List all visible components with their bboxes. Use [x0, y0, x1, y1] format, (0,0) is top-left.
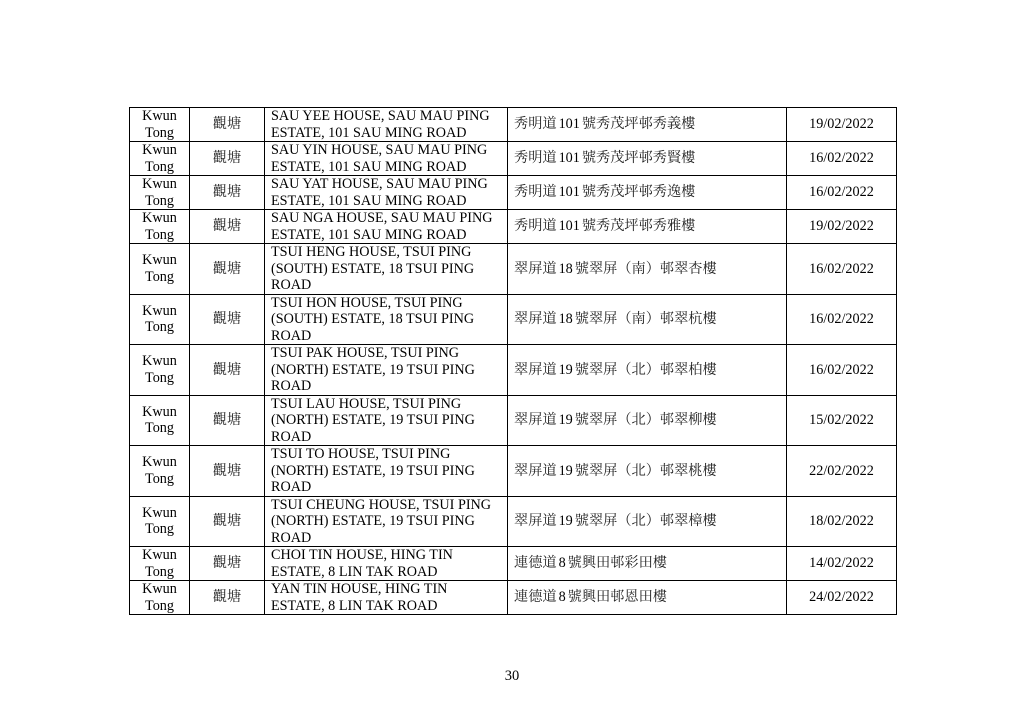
date-cell: 16/02/2022 — [787, 345, 897, 396]
address-zh-part: 號興田邨彩田樓 — [567, 555, 667, 572]
address-zh-part: 翠屏道 — [514, 412, 557, 428]
address-zh-part: 號翠屏（北）邨翠樟樓 — [574, 513, 717, 529]
district-zh-cell: 觀塘 — [190, 142, 265, 176]
table-row — [130, 345, 897, 396]
address-zh-part: 號翠屏（北）邨翠桃樓 — [574, 462, 717, 479]
address-zh-part: 翠屏道 — [514, 361, 557, 378]
date-cell: 24/02/2022 — [787, 581, 897, 615]
address-zh-part: 翠屏道 — [514, 513, 557, 529]
address-zh-cell — [508, 108, 787, 142]
address-zh-cell — [508, 581, 787, 615]
address-en-cell: TSUI LAU HOUSE, TSUI PING (NORTH) ESTATE, 19 TSUI PING ROAD — [265, 395, 508, 446]
district-zh-cell: 觀塘 — [190, 581, 265, 615]
district-zh-cell: 觀塘 — [190, 244, 265, 295]
address-zh-part: 翠屏道 — [514, 260, 557, 277]
district-zh-cell: 觀塘 — [190, 108, 265, 142]
district-zh-cell: 觀塘 — [190, 210, 265, 244]
address-zh-cell — [508, 176, 787, 210]
address-zh-cell — [508, 395, 787, 446]
district-en-cell: Kwun Tong — [130, 345, 190, 396]
district-en-cell: Kwun Tong — [130, 294, 190, 345]
address-zh-part: 號翠屏（北）邨翠柏樓 — [574, 361, 717, 378]
address-en-cell: TSUI HENG HOUSE, TSUI PING (SOUTH) ESTATE, 18 TSUI PING ROAD — [265, 244, 508, 295]
address-zh-part: 秀明道 — [514, 184, 557, 201]
district-en-cell: Kwun Tong — [130, 210, 190, 244]
address-zh-number: 8 — [558, 555, 566, 572]
date-cell: 15/02/2022 — [787, 395, 897, 446]
district-zh-cell: 觀塘 — [190, 496, 265, 547]
district-en-cell: Kwun Tong — [130, 547, 190, 581]
district-en-cell: Kwun Tong — [130, 395, 190, 446]
address-zh-number: 18 — [558, 260, 573, 277]
address-zh-part: 號翠屏（南）邨翠杭樓 — [574, 311, 717, 327]
address-zh-cell — [508, 547, 787, 581]
table-row — [130, 547, 897, 581]
address-table-body — [130, 108, 897, 615]
table-row — [130, 210, 897, 244]
address-zh-part: 翠屏道 — [514, 311, 557, 327]
address-en-cell: CHOI TIN HOUSE, HING TIN ESTATE, 8 LIN TAK ROAD — [265, 547, 508, 581]
district-zh-cell: 觀塘 — [190, 176, 265, 210]
address-en-cell: SAU YAT HOUSE, SAU MAU PING ESTATE, 101 SAU MING ROAD — [265, 176, 508, 210]
table-row — [130, 142, 897, 176]
date-cell: 19/02/2022 — [787, 108, 897, 142]
table-row — [130, 108, 897, 142]
address-zh-part: 連德道 — [514, 589, 557, 606]
address-zh-number: 19 — [558, 462, 573, 479]
address-zh-part: 秀明道 — [514, 150, 557, 167]
address-zh-number: 101 — [558, 218, 580, 235]
date-cell: 18/02/2022 — [787, 496, 897, 547]
address-zh-number: 18 — [558, 311, 573, 327]
table-row — [130, 581, 897, 615]
district-zh-cell: 觀塘 — [190, 395, 265, 446]
address-en-cell: TSUI PAK HOUSE, TSUI PING (NORTH) ESTATE, 19 TSUI PING ROAD — [265, 345, 508, 396]
address-zh-number: 101 — [558, 116, 580, 133]
date-cell: 16/02/2022 — [787, 294, 897, 345]
district-en-cell: Kwun Tong — [130, 446, 190, 497]
district-en-cell: Kwun Tong — [130, 142, 190, 176]
address-zh-number: 101 — [558, 150, 580, 167]
address-zh-part: 號秀茂坪邨秀逸樓 — [581, 184, 696, 201]
address-en-cell: SAU YEE HOUSE, SAU MAU PING ESTATE, 101 SAU MING ROAD — [265, 108, 508, 142]
date-cell: 19/02/2022 — [787, 210, 897, 244]
address-en-cell: TSUI TO HOUSE, TSUI PING (NORTH) ESTATE, 19 TSUI PING ROAD — [265, 446, 508, 497]
district-zh-cell: 觀塘 — [190, 345, 265, 396]
address-zh-cell — [508, 496, 787, 547]
district-en-cell: Kwun Tong — [130, 244, 190, 295]
address-zh-cell — [508, 446, 787, 497]
address-zh-part: 號興田邨恩田樓 — [567, 589, 667, 606]
address-zh-cell — [508, 244, 787, 295]
address-zh-number: 19 — [558, 513, 573, 529]
address-zh-number: 19 — [558, 412, 573, 428]
address-zh-cell — [508, 294, 787, 345]
date-cell: 14/02/2022 — [787, 547, 897, 581]
table-row — [130, 176, 897, 210]
district-zh-cell: 觀塘 — [190, 547, 265, 581]
address-table — [129, 107, 897, 615]
address-zh-cell — [508, 210, 787, 244]
address-en-cell: SAU NGA HOUSE, SAU MAU PING ESTATE, 101 SAU MING ROAD — [265, 210, 508, 244]
address-zh-part: 秀明道 — [514, 218, 557, 235]
address-zh-part: 翠屏道 — [514, 462, 557, 479]
address-zh-cell — [508, 345, 787, 396]
page-number: 30 — [504, 668, 520, 684]
date-cell: 16/02/2022 — [787, 176, 897, 210]
table-row — [130, 446, 897, 497]
address-zh-cell — [508, 142, 787, 176]
district-zh-cell: 觀塘 — [190, 446, 265, 497]
table-row — [130, 496, 897, 547]
address-zh-part: 號秀茂坪邨秀賢樓 — [581, 150, 696, 167]
district-en-cell: Kwun Tong — [130, 108, 190, 142]
address-en-cell: SAU YIN HOUSE, SAU MAU PING ESTATE, 101 SAU MING ROAD — [265, 142, 508, 176]
address-en-cell: TSUI CHEUNG HOUSE, TSUI PING (NORTH) ESTATE, 19 TSUI PING ROAD — [265, 496, 508, 547]
address-zh-number: 101 — [558, 184, 580, 201]
address-zh-part: 號翠屏（北）邨翠柳樓 — [574, 412, 717, 428]
district-en-cell: Kwun Tong — [130, 176, 190, 210]
district-zh-cell: 觀塘 — [190, 294, 265, 345]
address-zh-part: 號秀茂坪邨秀雅樓 — [581, 218, 696, 235]
address-zh-part: 號秀茂坪邨秀義樓 — [581, 116, 696, 133]
district-en-cell: Kwun Tong — [130, 496, 190, 547]
table-row — [130, 395, 897, 446]
district-en-cell: Kwun Tong — [130, 581, 190, 615]
address-zh-number: 8 — [558, 589, 566, 606]
address-zh-part: 秀明道 — [514, 116, 557, 133]
date-cell: 16/02/2022 — [787, 142, 897, 176]
date-cell: 16/02/2022 — [787, 244, 897, 295]
address-zh-part: 號翠屏（南）邨翠杏樓 — [574, 260, 717, 277]
date-cell: 22/02/2022 — [787, 446, 897, 497]
table-row — [130, 294, 897, 345]
address-zh-part: 連德道 — [514, 555, 557, 572]
address-en-cell: YAN TIN HOUSE, HING TIN ESTATE, 8 LIN TAK ROAD — [265, 581, 508, 615]
table-row — [130, 244, 897, 295]
address-en-cell: TSUI HON HOUSE, TSUI PING (SOUTH) ESTATE, 18 TSUI PING ROAD — [265, 294, 508, 345]
address-zh-number: 19 — [558, 361, 573, 378]
